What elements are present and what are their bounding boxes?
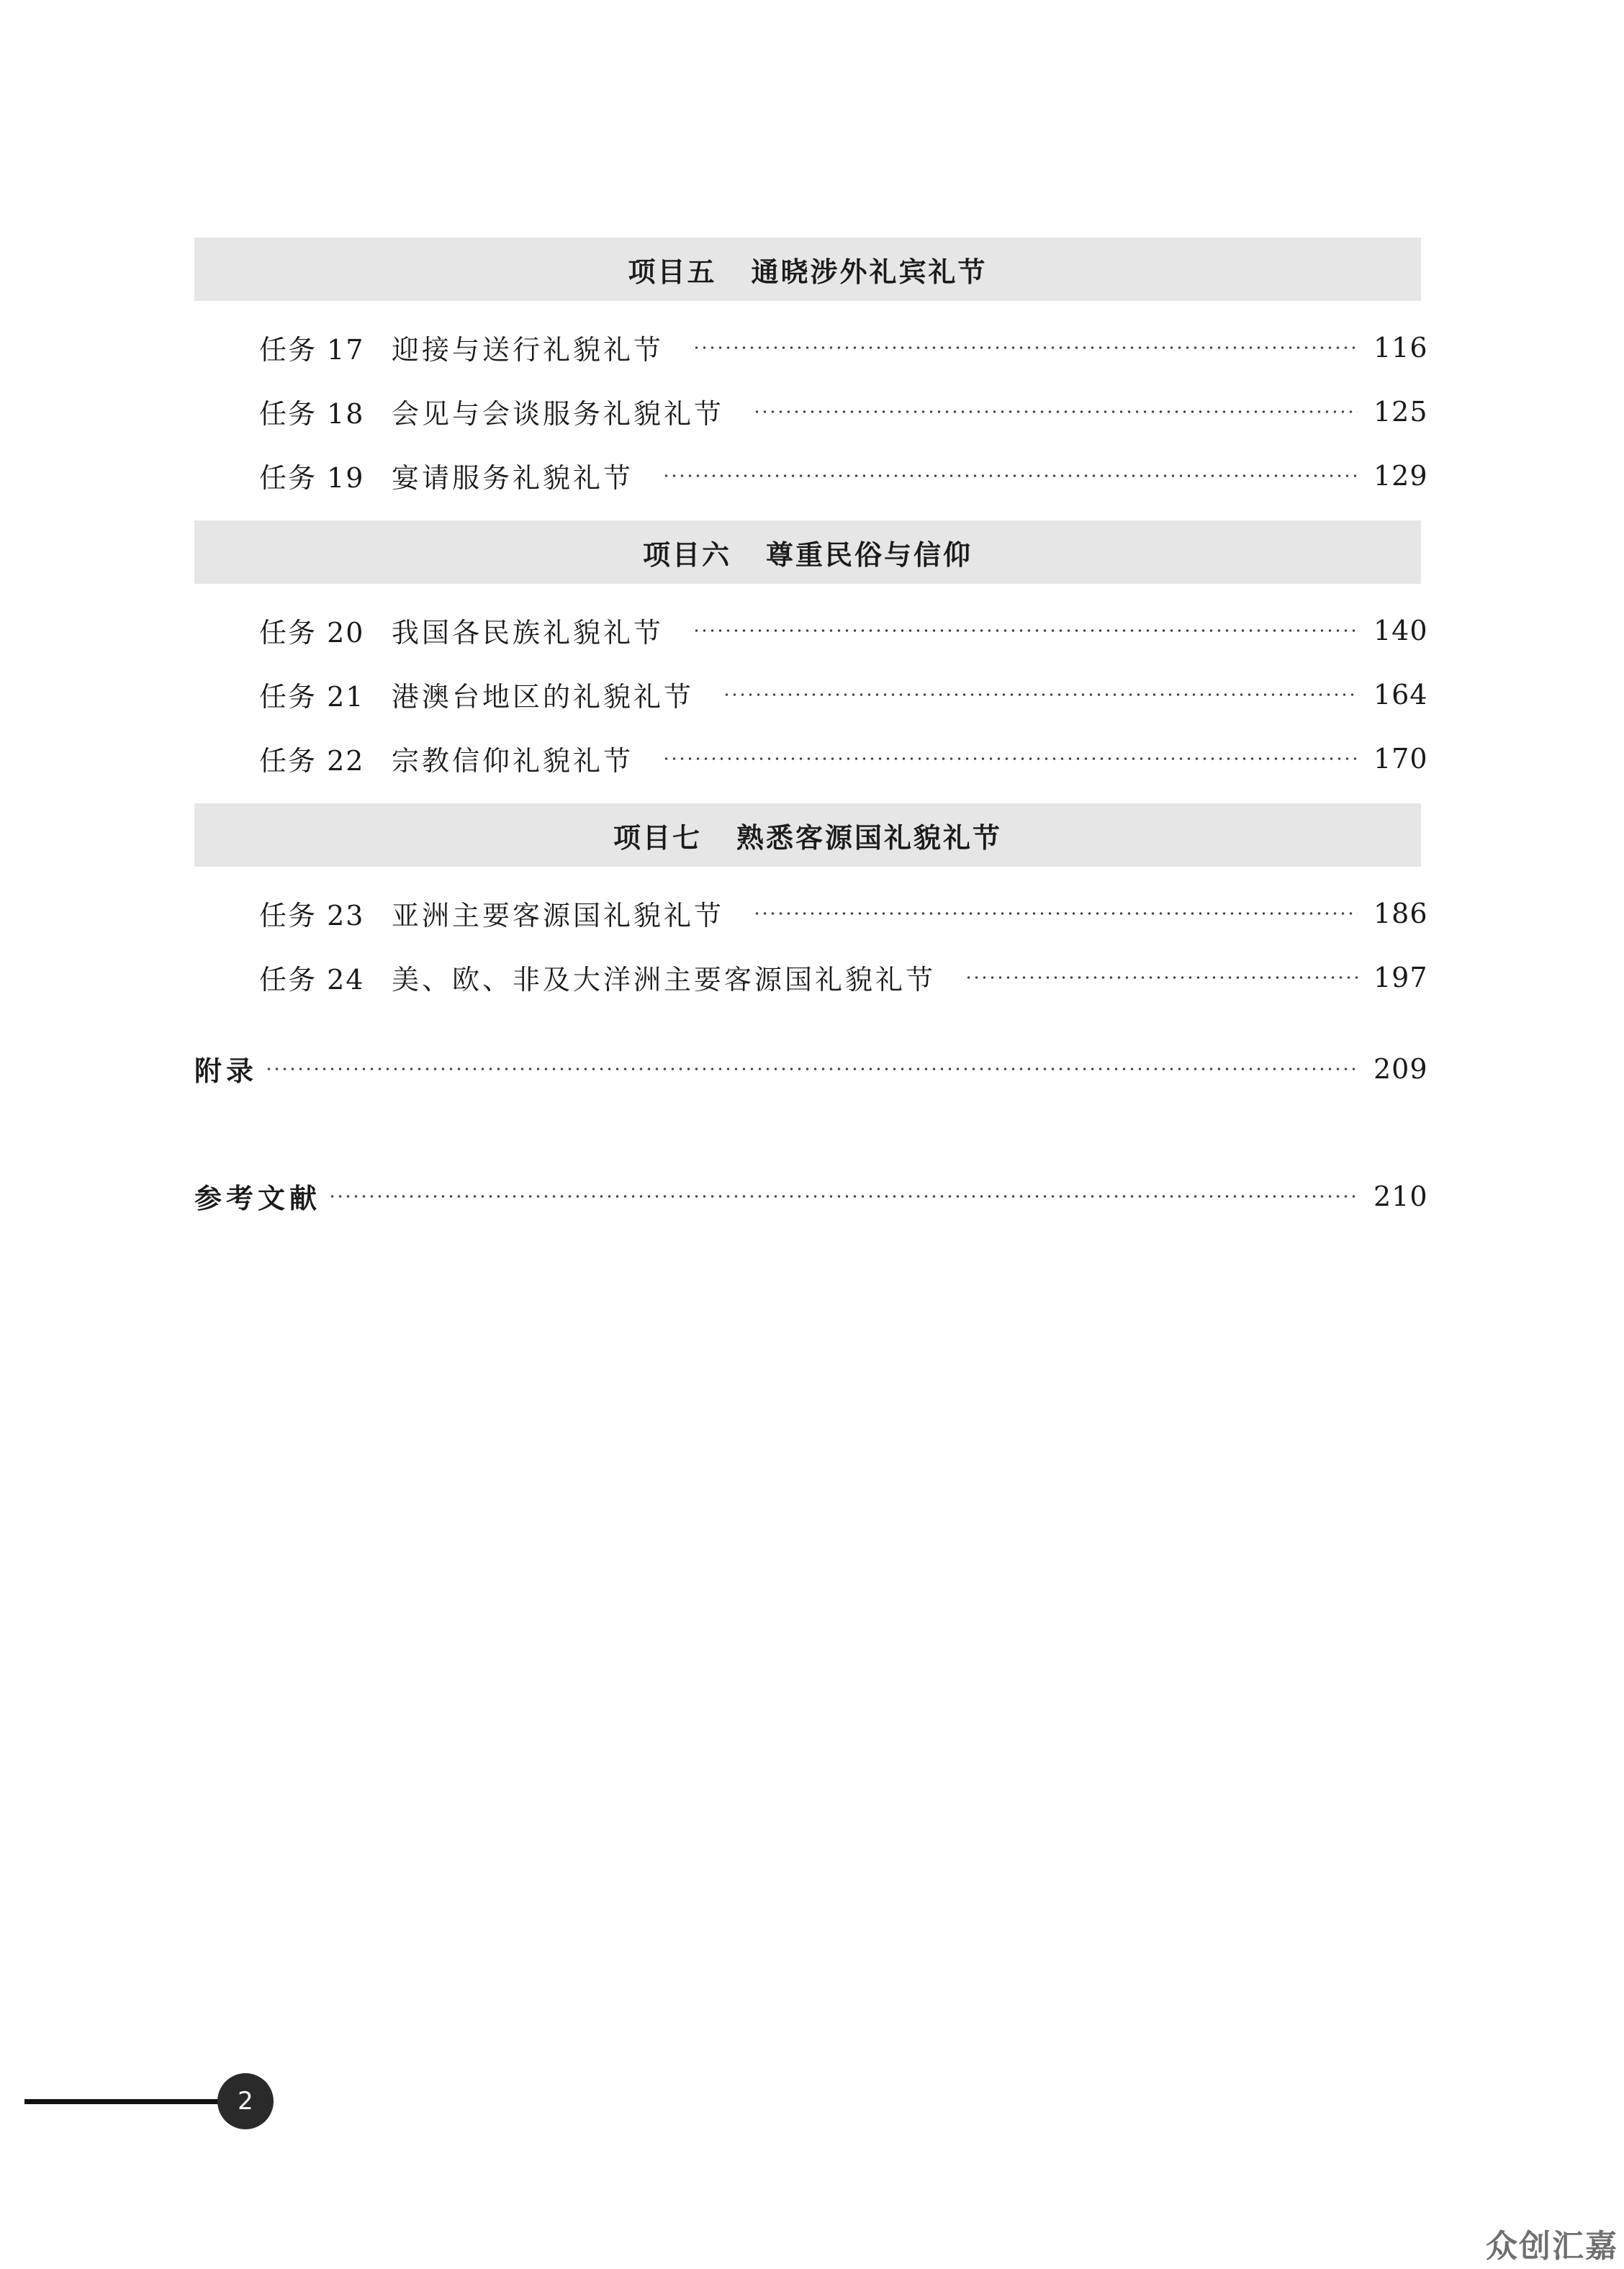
task-number: 任务 19 [259,462,365,494]
references-label: 参考文献 [194,1183,322,1214]
toc-entry-references[interactable] [194,1164,1428,1228]
toc-entry-appendix[interactable] [194,1037,1428,1101]
page-number: 197 [1373,961,1428,993]
leader-dots [662,757,1358,760]
task-number: 任务 20 [259,617,365,649]
leader-dots [753,410,1358,413]
task-list [194,867,1428,1022]
table-of-contents [194,238,1428,1228]
task-title: 宴请服务礼貌礼节 [392,462,634,494]
page-number: 170 [1373,742,1428,775]
project-label: 项目五 [628,256,717,288]
appendix-label: 附录 [194,1055,258,1087]
project-label: 项目六 [642,538,731,571]
toc-entry[interactable] [194,662,1428,726]
page-number: 125 [1373,395,1428,428]
page-number: 116 [1373,331,1428,364]
watermark: 众创汇嘉 [1486,2228,1618,2265]
toc-entry[interactable] [194,726,1428,790]
toc-entry[interactable] [194,443,1428,508]
task-number: 任务 24 [259,964,365,996]
task-list [194,301,1428,520]
leader-dots [328,1195,1358,1198]
toc-entry[interactable] [194,598,1428,662]
page-number: 164 [1373,678,1428,711]
footer-rule [24,2099,233,2104]
task-title: 宗教信仰礼貌礼节 [392,745,634,777]
page-number: 186 [1373,897,1428,929]
task-number: 任务 18 [259,398,365,430]
task-title: 我国各民族礼貌礼节 [392,617,664,649]
task-title: 迎接与送行礼貌礼节 [392,334,664,366]
section-header-6 [194,520,1421,584]
task-number: 任务 23 [259,900,365,931]
task-list [194,584,1428,803]
task-title: 港澳台地区的礼貌礼节 [392,681,695,713]
toc-entry[interactable] [194,881,1428,945]
page-number: 129 [1373,459,1428,492]
toc-entry[interactable] [194,945,1428,1009]
page-number-badge: 2 [217,2073,274,2129]
leader-dots [693,346,1358,349]
project-title: 尊重民俗与信仰 [766,538,973,571]
section-header-5 [194,238,1421,301]
project-title: 通晓涉外礼宾礼节 [751,256,988,288]
project-title: 熟悉客源国礼貌礼节 [736,821,1003,854]
leader-dots [965,976,1358,979]
leader-dots [265,1068,1358,1070]
task-title: 亚洲主要客源国礼貌礼节 [392,900,725,931]
task-title: 美、欧、非及大洋洲主要客源国礼貌礼节 [392,964,937,996]
page-number: 209 [1373,1052,1428,1085]
page-number: 140 [1373,614,1428,646]
leader-dots [662,474,1358,477]
leader-dots [753,912,1358,915]
task-title: 会见与会谈服务礼貌礼节 [392,398,725,430]
task-number: 任务 21 [259,681,365,713]
toc-entry[interactable] [194,379,1428,443]
section-header-7 [194,803,1421,867]
leader-dots [693,629,1358,632]
page-number: 210 [1373,1180,1428,1212]
project-label: 项目七 [613,821,702,854]
toc-entry[interactable] [194,315,1428,379]
leader-dots [723,693,1358,696]
task-number: 任务 17 [259,334,365,366]
task-number: 任务 22 [259,745,365,777]
